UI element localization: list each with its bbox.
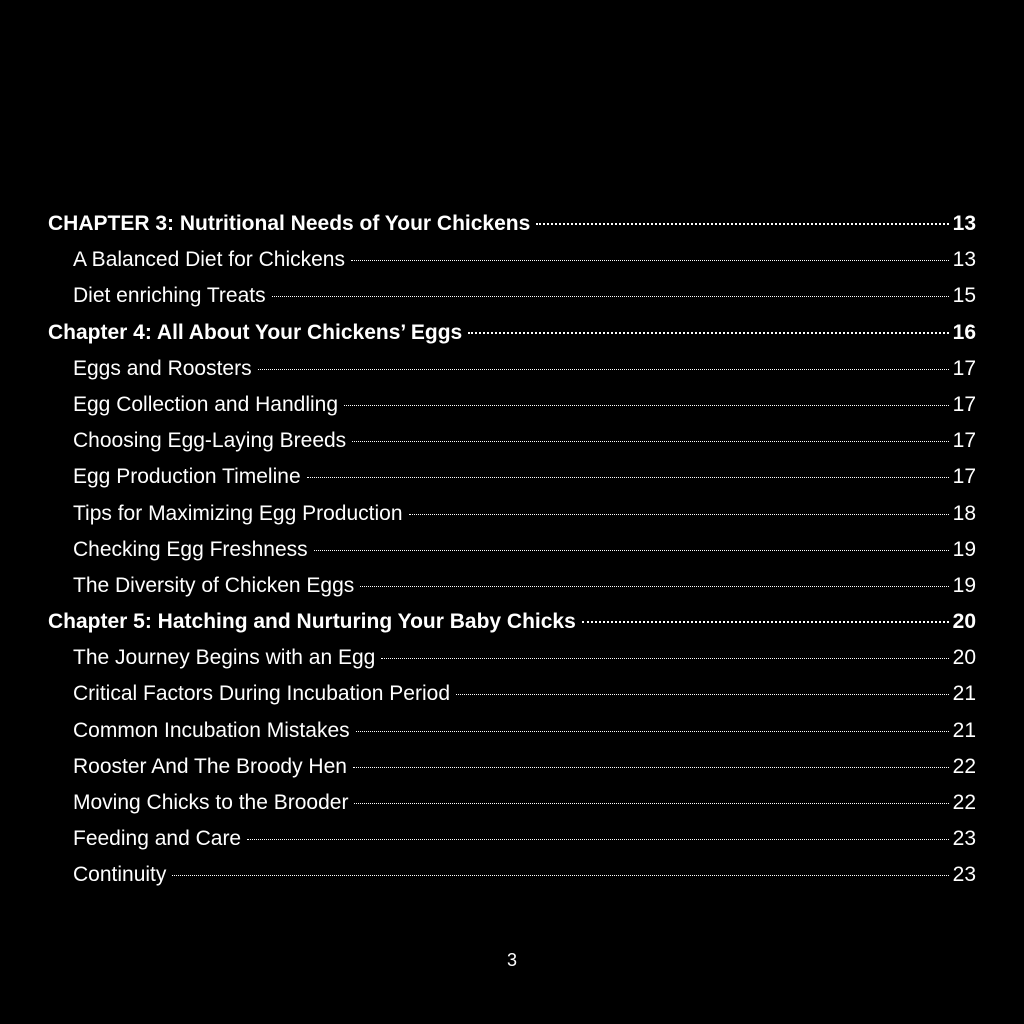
dot-leader — [468, 332, 948, 334]
toc-entry-page: 22 — [952, 791, 976, 814]
toc-entry-section[interactable] — [48, 459, 976, 495]
toc-entry-page: 18 — [952, 501, 976, 525]
toc-entry-title: Diet enriching Treats — [73, 284, 266, 308]
page-number: 3 — [506, 950, 517, 970]
dot-leader — [582, 621, 949, 623]
toc-entry-chapter[interactable] — [48, 206, 976, 242]
dot-leader — [536, 223, 948, 225]
toc-entry-title: Eggs and Roosters — [73, 356, 252, 380]
toc-entry-title: Rooster And The Broody Hen — [73, 754, 347, 778]
dot-leader — [314, 550, 949, 551]
toc-entry-title: Feeding and Care — [73, 827, 242, 851]
toc-entry-section[interactable] — [48, 749, 976, 785]
dot-leader — [247, 839, 949, 840]
toc-entry-page: 22 — [952, 754, 976, 778]
toc-entry-section[interactable] — [48, 821, 976, 857]
toc-entry-page: 23 — [952, 827, 976, 851]
dot-leader — [409, 514, 949, 515]
toc-entry-page: 17 — [952, 465, 976, 489]
toc-entry-page: 23 — [952, 863, 976, 887]
toc-entry-section[interactable] — [48, 423, 976, 459]
toc-entry-page: 20 — [952, 610, 976, 634]
toc-entry-chapter[interactable] — [48, 604, 976, 640]
dot-leader — [351, 260, 949, 261]
toc-entry-page: 21 — [952, 682, 976, 706]
table-of-contents — [48, 206, 976, 894]
toc-entry-section[interactable] — [48, 568, 976, 604]
toc-entry-page: 17 — [952, 356, 976, 380]
toc-entry-page: 19 — [952, 573, 976, 597]
toc-entry-section[interactable] — [48, 640, 976, 676]
dot-leader — [352, 441, 948, 442]
toc-entry-section[interactable] — [48, 857, 976, 893]
toc-entry-section[interactable] — [48, 278, 976, 314]
dot-leader — [258, 369, 949, 370]
dot-leader — [354, 803, 948, 804]
toc-entry-page: 20 — [952, 646, 976, 670]
dot-leader — [344, 405, 949, 406]
toc-entry-page: 17 — [952, 429, 976, 453]
toc-entry-title: CHAPTER 3: Nutritional Needs of Your Chickens — [48, 212, 531, 235]
toc-entry-section[interactable] — [48, 496, 976, 532]
toc-entry-page: 13 — [952, 248, 976, 272]
toc-entry-title: Tips for Maximizing Egg Production — [73, 501, 403, 525]
dot-leader — [172, 875, 948, 876]
toc-entry-title: A Balanced Diet for Chickens — [73, 248, 345, 272]
toc-entry-title: Moving Chicks to the Brooder — [73, 791, 349, 814]
dot-leader — [307, 477, 949, 478]
toc-entry-page: 17 — [952, 392, 976, 416]
toc-entry-title: The Diversity of Chicken Eggs — [73, 573, 355, 597]
toc-entry-page: 15 — [952, 284, 976, 308]
toc-entry-section[interactable] — [48, 351, 976, 387]
toc-entry-title: Egg Collection and Handling — [73, 392, 339, 416]
toc-entry-section[interactable] — [48, 713, 976, 749]
toc-entry-chapter[interactable] — [48, 315, 976, 351]
toc-entry-title: Checking Egg Freshness — [73, 537, 308, 561]
toc-entry-section[interactable] — [48, 242, 976, 278]
toc-entry-page: 13 — [952, 212, 976, 235]
toc-entry-page: 21 — [952, 718, 976, 742]
toc-entry-page: 19 — [952, 537, 976, 561]
toc-entry-title: Chapter 4: All About Your Chickens’ Eggs — [48, 320, 463, 344]
toc-entry-section[interactable] — [48, 532, 976, 568]
toc-entry-title: Critical Factors During Incubation Period — [73, 682, 450, 706]
dot-leader — [356, 731, 949, 732]
toc-entry-title: The Journey Begins with an Egg — [73, 646, 376, 670]
toc-entry-title: Choosing Egg-Laying Breeds — [73, 429, 347, 453]
toc-entry-section[interactable] — [48, 785, 976, 821]
toc-entry-title: Continuity — [73, 863, 167, 887]
dot-leader — [360, 586, 948, 587]
dot-leader — [456, 694, 949, 695]
dot-leader — [381, 658, 948, 659]
toc-entry-title: Common Incubation Mistakes — [73, 718, 350, 742]
toc-entry-section[interactable] — [48, 387, 976, 423]
toc-entry-title: Egg Production Timeline — [73, 465, 301, 489]
dot-leader — [272, 296, 949, 297]
toc-entry-title: Chapter 5: Hatching and Nurturing Your Baby Chicks — [48, 610, 576, 634]
toc-entry-section[interactable] — [48, 676, 976, 712]
dot-leader — [353, 767, 949, 768]
toc-entry-page: 16 — [952, 320, 976, 344]
